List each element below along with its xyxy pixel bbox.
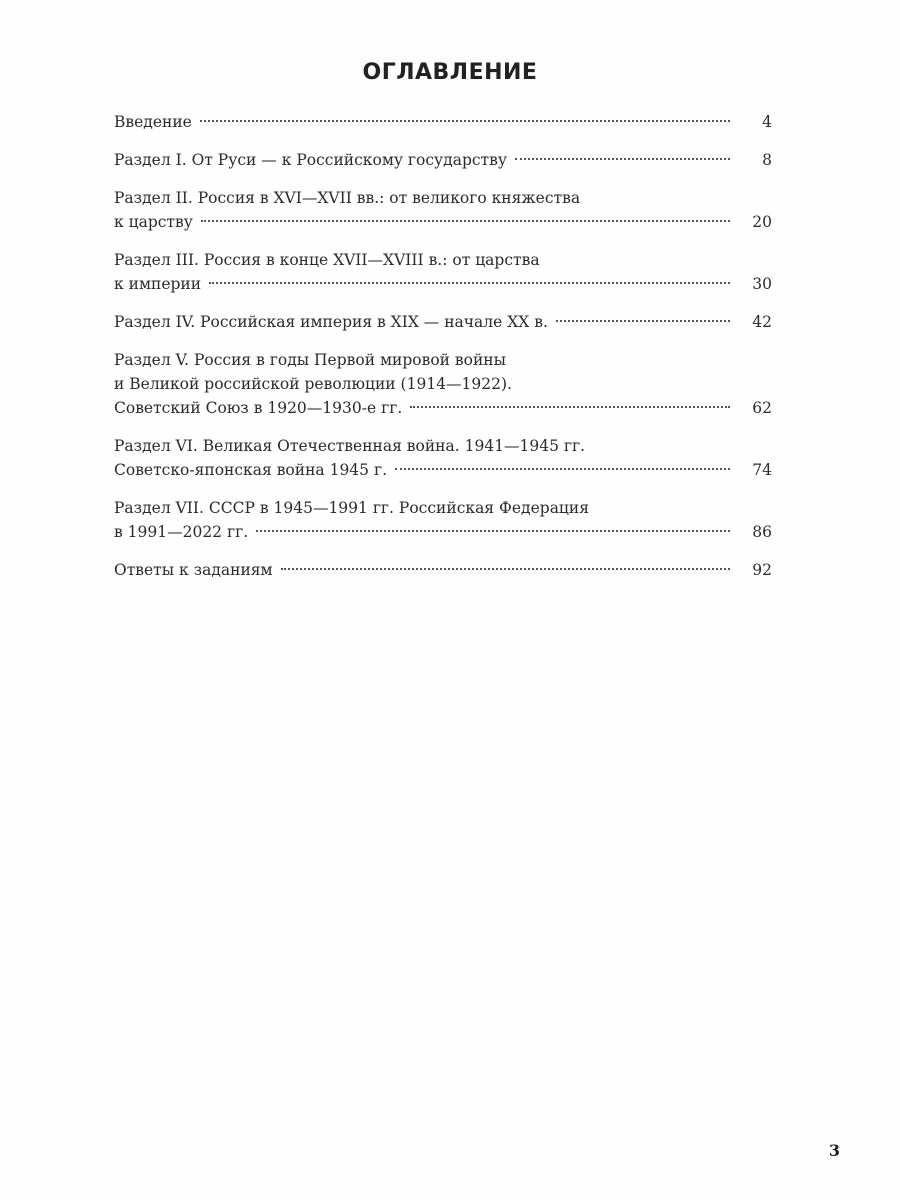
toc-entry-page: 42 [752, 313, 772, 331]
toc-entry-page: 20 [752, 213, 772, 231]
toc-entry-page: 86 [752, 523, 772, 541]
toc-entry-title-line: Раздел V. Россия в годы Первой мировой войны [114, 351, 506, 369]
dot-leader [200, 120, 730, 122]
toc-entry-title: к царству [114, 213, 193, 231]
toc-entry-page: 92 [752, 561, 772, 579]
page-number: 3 [828, 1141, 840, 1160]
toc-entry-section-4[interactable] [114, 310, 772, 334]
dot-leader [256, 530, 730, 532]
page-title: ОГЛАВЛЕНИЕ [362, 60, 538, 85]
toc-entry-section-2[interactable] [114, 186, 772, 234]
dot-leader [201, 220, 730, 222]
dot-leader [395, 468, 730, 470]
toc-entry-page: 30 [752, 275, 772, 293]
toc-entry-title-line: Раздел III. Россия в конце XVII—XVIII в.: от царства [114, 251, 540, 269]
toc-entry-section-5[interactable] [114, 348, 772, 420]
toc-entry-title: Раздел I. От Руси — к Российскому государству [114, 151, 507, 169]
toc-entry-title-line: Раздел VI. Великая Отечественная война. 1941—1945 гг. [114, 437, 586, 455]
toc-entry-title-line: Раздел II. Россия в XVI—XVII вв.: от великого княжества [114, 189, 581, 207]
toc-entry-page: 74 [752, 461, 772, 479]
dot-leader [515, 158, 730, 160]
toc-entry-title: Советский Союз в 1920—1930-е гг. [114, 399, 403, 417]
toc-entry-title: к империи [114, 275, 202, 293]
toc-entry-title: Ответы к заданиям [114, 561, 273, 579]
toc-entry-section-6[interactable] [114, 434, 772, 482]
toc-entry-section-3[interactable] [114, 248, 772, 296]
table-of-contents [114, 110, 772, 596]
toc-entry-page: 62 [752, 399, 772, 417]
dot-leader [281, 568, 730, 570]
toc-entry-section-1[interactable] [114, 148, 772, 172]
toc-entry-title-line: и Великой российской революции (1914—1922). [114, 375, 512, 393]
toc-entry-title: Введение [114, 113, 192, 131]
toc-entry-introduction[interactable] [114, 110, 772, 134]
toc-entry-title-line: Раздел VII. СССР в 1945—1991 гг. Российская Федерация [114, 499, 590, 517]
dot-leader [209, 282, 730, 284]
dot-leader [410, 406, 730, 408]
toc-entry-section-7[interactable] [114, 496, 772, 544]
toc-entry-title: в 1991—2022 гг. [114, 523, 249, 541]
toc-entry-answers[interactable] [114, 558, 772, 582]
toc-entry-title: Раздел IV. Российская империя в XIX — начале XX в. [114, 313, 548, 331]
toc-entry-page: 8 [762, 151, 772, 169]
toc-entry-title: Советско-японская война 1945 г. [114, 461, 387, 479]
dot-leader [556, 320, 730, 322]
toc-entry-page: 4 [762, 113, 772, 131]
